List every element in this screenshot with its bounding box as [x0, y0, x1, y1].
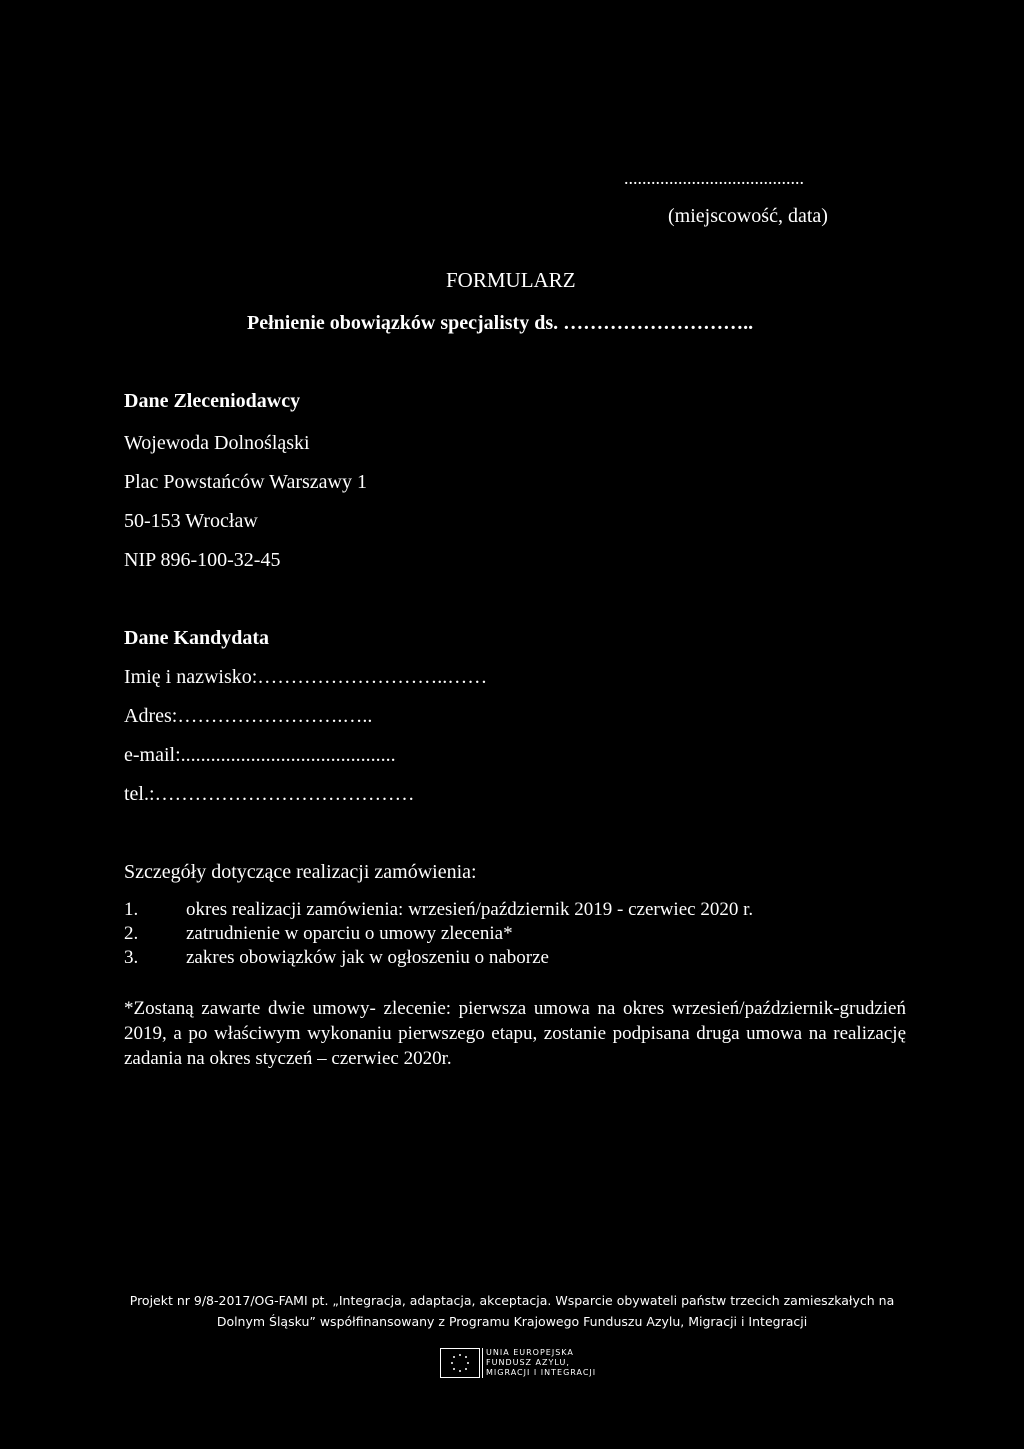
place-date-field: ........................................ [624, 168, 804, 188]
candidate-address-field: Adres:…………………….….. [124, 705, 373, 727]
list-item-number: 2. [124, 923, 139, 944]
eu-fund-logo-text [482, 1348, 596, 1378]
list-item-number: 1. [124, 899, 139, 920]
footer-project-line-1: Projekt nr 9/8-2017/OG-FAMI pt. „Integracja, adaptacja, akceptacja. Wsparcie obywateli państw trzecich zamieszkałych na [129, 1293, 895, 1308]
eu-fund-logo [440, 1348, 596, 1378]
candidate-email-field: e-mail:........................................... [124, 744, 396, 766]
details-heading: Szczegóły dotyczące realizacji zamówienia: [124, 861, 477, 883]
contract-footnote: *Zostaną zawarte dwie umowy- zlecenie: pierwsza umowa na okres wrzesień/październik-grudzień 2019, a po właściwym wykonaniu pierwszego etapu, zostanie podpisana druga umowa na realizację zadania na okres styczeń – czerwiec 2020r. [124, 998, 906, 1069]
footer-project-line-2: Dolnym Śląsku” współfinansowany z Programu Krajowego Funduszu Azylu, Migracji i Integracji [216, 1314, 808, 1329]
place-date-label: (miejscowość, data) [668, 205, 828, 227]
candidate-phone-field: tel.:………………………………… [124, 783, 415, 805]
candidate-heading: Dane Kandydata [124, 627, 270, 649]
eu-logo-line: MIGRACJI I INTEGRACJI [486, 1368, 597, 1377]
form-subtitle: Pełnienie obowiązków specjalisty ds. ……………………….. [247, 312, 754, 334]
form-title: FORMULARZ [446, 268, 576, 292]
client-name: Wojewoda Dolnośląski [124, 432, 310, 454]
eu-logo-line: UNIA EUROPEJSKA [486, 1348, 574, 1357]
client-street: Plac Powstańców Warszawy 1 [124, 471, 367, 493]
candidate-name-field: Imię i nazwisko:………………………..…… [124, 666, 488, 688]
eu-logo-line: FUNDUSZ AZYLU, [486, 1358, 570, 1367]
list-item-text: okres realizacji zamówienia: wrzesień/październik 2019 - czerwiec 2020 r. [186, 899, 754, 920]
eu-flag-icon [440, 1348, 480, 1378]
client-heading: Dane Zleceniodawcy [124, 390, 301, 412]
list-item-text: zakres obowiązków jak w ogłoszeniu o naborze [186, 947, 549, 968]
client-nip: NIP 896-100-32-45 [124, 549, 281, 571]
list-item-text: zatrudnienie w oparciu o umowy zlecenia* [186, 923, 513, 944]
client-city: 50-153 Wrocław [124, 510, 258, 532]
list-item-number: 3. [124, 947, 139, 968]
